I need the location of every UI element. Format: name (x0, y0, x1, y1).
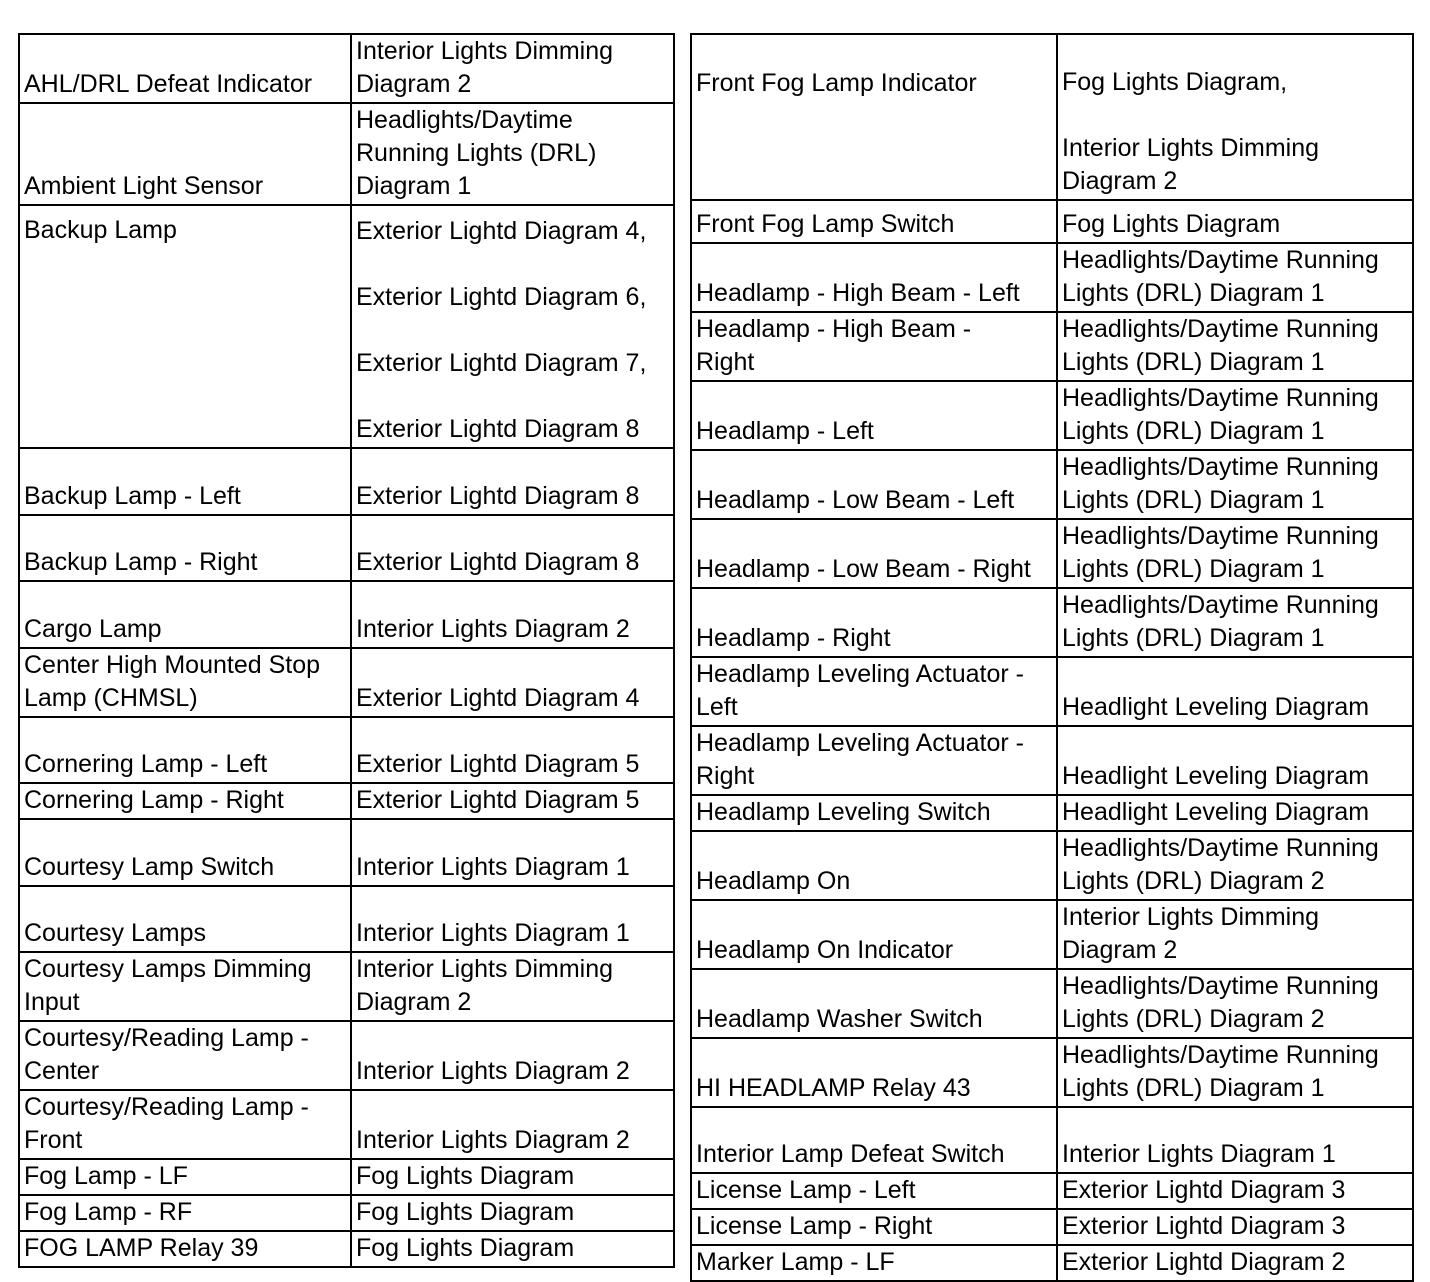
table-row (691, 657, 1413, 726)
component-cell: Center High Mounted Stop Lamp (CHMSL) (19, 648, 351, 717)
diagram-cell: Fog Lights Diagram, Interior Lights Dimming Diagram 2 (1057, 34, 1413, 200)
component-cell: Fog Lamp - RF (19, 1195, 351, 1231)
table-row (691, 1038, 1413, 1107)
table-row (691, 312, 1413, 381)
component-cell: Courtesy/Reading Lamp - Center (19, 1021, 351, 1090)
component-cell: Fog Lamp - LF (19, 1159, 351, 1195)
component-cell: HI HEADLAMP Relay 43 (691, 1038, 1057, 1107)
diagram-cell: Exterior Lightd Diagram 2 (1057, 1245, 1413, 1281)
diagram-cell: Headlights/Daytime Running Lights (DRL) Diagram 1 (1057, 312, 1413, 381)
diagram-cell: Fog Lights Diagram (351, 1159, 674, 1195)
diagram-cell: Exterior Lightd Diagram 4, Exterior Lightd Diagram 6, Exterior Lightd Diagram 7, Exterior Lightd Diagram 8 (351, 205, 674, 448)
table-row (19, 819, 674, 886)
diagram-cell: Exterior Lightd Diagram 3 (1057, 1173, 1413, 1209)
component-cell: Courtesy Lamps (19, 886, 351, 952)
table-row (691, 243, 1413, 312)
diagram-cell: Headlights/Daytime Running Lights (DRL) Diagram 2 (1057, 969, 1413, 1038)
table-divider (673, 33, 690, 1239)
table-row (691, 200, 1413, 243)
diagram-cell: Interior Lights Diagram 1 (351, 819, 674, 886)
diagram-cell: Exterior Lightd Diagram 4 (351, 648, 674, 717)
component-cell: Courtesy/Reading Lamp - Front (19, 1090, 351, 1159)
table-row (19, 717, 674, 783)
right-index-table (690, 33, 1414, 1282)
diagram-cell: Exterior Lightd Diagram 3 (1057, 1209, 1413, 1245)
table-row (691, 795, 1413, 831)
component-cell: Backup Lamp - Right (19, 515, 351, 581)
diagram-cell: Headlights/Daytime Running Lights (DRL) Diagram 1 (1057, 243, 1413, 312)
diagram-cell: Headlights/Daytime Running Lights (DRL) Diagram 1 (351, 103, 674, 205)
diagram-cell: Headlights/Daytime Running Lights (DRL) Diagram 1 (1057, 450, 1413, 519)
diagram-cell: Interior Lights Diagram 2 (351, 1090, 674, 1159)
table-row (19, 952, 674, 1021)
component-cell: Front Fog Lamp Indicator (691, 34, 1057, 200)
table-row (691, 969, 1413, 1038)
component-cell: Backup Lamp (19, 205, 351, 448)
table-row (19, 448, 674, 515)
diagram-cell: Fog Lights Diagram (351, 1195, 674, 1231)
diagram-cell: Interior Lights Diagram 2 (351, 581, 674, 648)
table-row (19, 205, 674, 448)
table-row (691, 34, 1413, 200)
component-cell: Headlamp - Right (691, 588, 1057, 657)
table-row (19, 1159, 674, 1195)
diagram-cell: Interior Lights Diagram 1 (1057, 1107, 1413, 1173)
diagram-cell: Interior Lights Dimming Diagram 2 (351, 952, 674, 1021)
component-cell: Headlamp - High Beam - Right (691, 312, 1057, 381)
table-row (19, 1021, 674, 1090)
diagram-cell: Headlights/Daytime Running Lights (DRL) Diagram 1 (1057, 519, 1413, 588)
component-cell: Headlamp On (691, 831, 1057, 900)
component-cell: FOG LAMP Relay 39 (19, 1231, 351, 1267)
diagram-cell: Headlight Leveling Diagram (1057, 726, 1413, 795)
diagram-cell: Interior Lights Diagram 2 (351, 1021, 674, 1090)
component-cell: Ambient Light Sensor (19, 103, 351, 205)
table-row (691, 900, 1413, 969)
diagram-cell: Headlights/Daytime Running Lights (DRL) Diagram 2 (1057, 831, 1413, 900)
component-cell: Headlamp Leveling Actuator - Right (691, 726, 1057, 795)
component-cell: Headlamp - Low Beam - Left (691, 450, 1057, 519)
component-cell: Headlamp - Low Beam - Right (691, 519, 1057, 588)
table-row (19, 648, 674, 717)
component-cell: Backup Lamp - Left (19, 448, 351, 515)
diagram-cell: Headlights/Daytime Running Lights (DRL) Diagram 1 (1057, 1038, 1413, 1107)
component-cell: Headlamp Washer Switch (691, 969, 1057, 1038)
component-cell: AHL/DRL Defeat Indicator (19, 34, 351, 103)
table-row (691, 1173, 1413, 1209)
component-cell: Front Fog Lamp Switch (691, 200, 1057, 243)
diagram-cell: Headlights/Daytime Running Lights (DRL) Diagram 1 (1057, 381, 1413, 450)
component-cell: Interior Lamp Defeat Switch (691, 1107, 1057, 1173)
diagram-cell: Fog Lights Diagram (1057, 200, 1413, 243)
table-row (19, 34, 674, 103)
table-row (19, 103, 674, 205)
table-row (19, 886, 674, 952)
table-row (691, 519, 1413, 588)
table-row (691, 450, 1413, 519)
component-cell: Courtesy Lamps Dimming Input (19, 952, 351, 1021)
diagram-cell: Exterior Lightd Diagram 8 (351, 448, 674, 515)
table-row (691, 588, 1413, 657)
table-row (19, 783, 674, 819)
component-cell: Marker Lamp - LF (691, 1245, 1057, 1281)
table-row (691, 726, 1413, 795)
component-cell: Headlamp On Indicator (691, 900, 1057, 969)
diagram-cell: Headlights/Daytime Running Lights (DRL) Diagram 1 (1057, 588, 1413, 657)
table-row (691, 1245, 1413, 1281)
table-row (691, 831, 1413, 900)
table-row (19, 1195, 674, 1231)
table-row (19, 1231, 674, 1267)
table-row (691, 1107, 1413, 1173)
diagram-cell: Exterior Lightd Diagram 8 (351, 515, 674, 581)
diagram-cell: Interior Lights Dimming Diagram 2 (1057, 900, 1413, 969)
diagram-cell: Interior Lights Dimming Diagram 2 (351, 34, 674, 103)
diagram-cell: Fog Lights Diagram (351, 1231, 674, 1267)
diagram-cell: Headlight Leveling Diagram (1057, 657, 1413, 726)
diagram-cell: Exterior Lightd Diagram 5 (351, 783, 674, 819)
table-row (19, 1090, 674, 1159)
component-cell: License Lamp - Left (691, 1173, 1057, 1209)
component-cell: Headlamp Leveling Actuator - Left (691, 657, 1057, 726)
table-row (691, 381, 1413, 450)
diagram-cell: Interior Lights Diagram 1 (351, 886, 674, 952)
component-cell: Courtesy Lamp Switch (19, 819, 351, 886)
diagram-cell: Exterior Lightd Diagram 5 (351, 717, 674, 783)
component-cell: License Lamp - Right (691, 1209, 1057, 1245)
table-row (19, 581, 674, 648)
component-cell: Headlamp - Left (691, 381, 1057, 450)
left-index-table (18, 33, 675, 1268)
component-cell: Cornering Lamp - Left (19, 717, 351, 783)
component-cell: Cornering Lamp - Right (19, 783, 351, 819)
table-row (691, 1209, 1413, 1245)
component-cell: Headlamp - High Beam - Left (691, 243, 1057, 312)
component-cell: Headlamp Leveling Switch (691, 795, 1057, 831)
component-cell: Cargo Lamp (19, 581, 351, 648)
table-row (19, 515, 674, 581)
diagram-cell: Headlight Leveling Diagram (1057, 795, 1413, 831)
